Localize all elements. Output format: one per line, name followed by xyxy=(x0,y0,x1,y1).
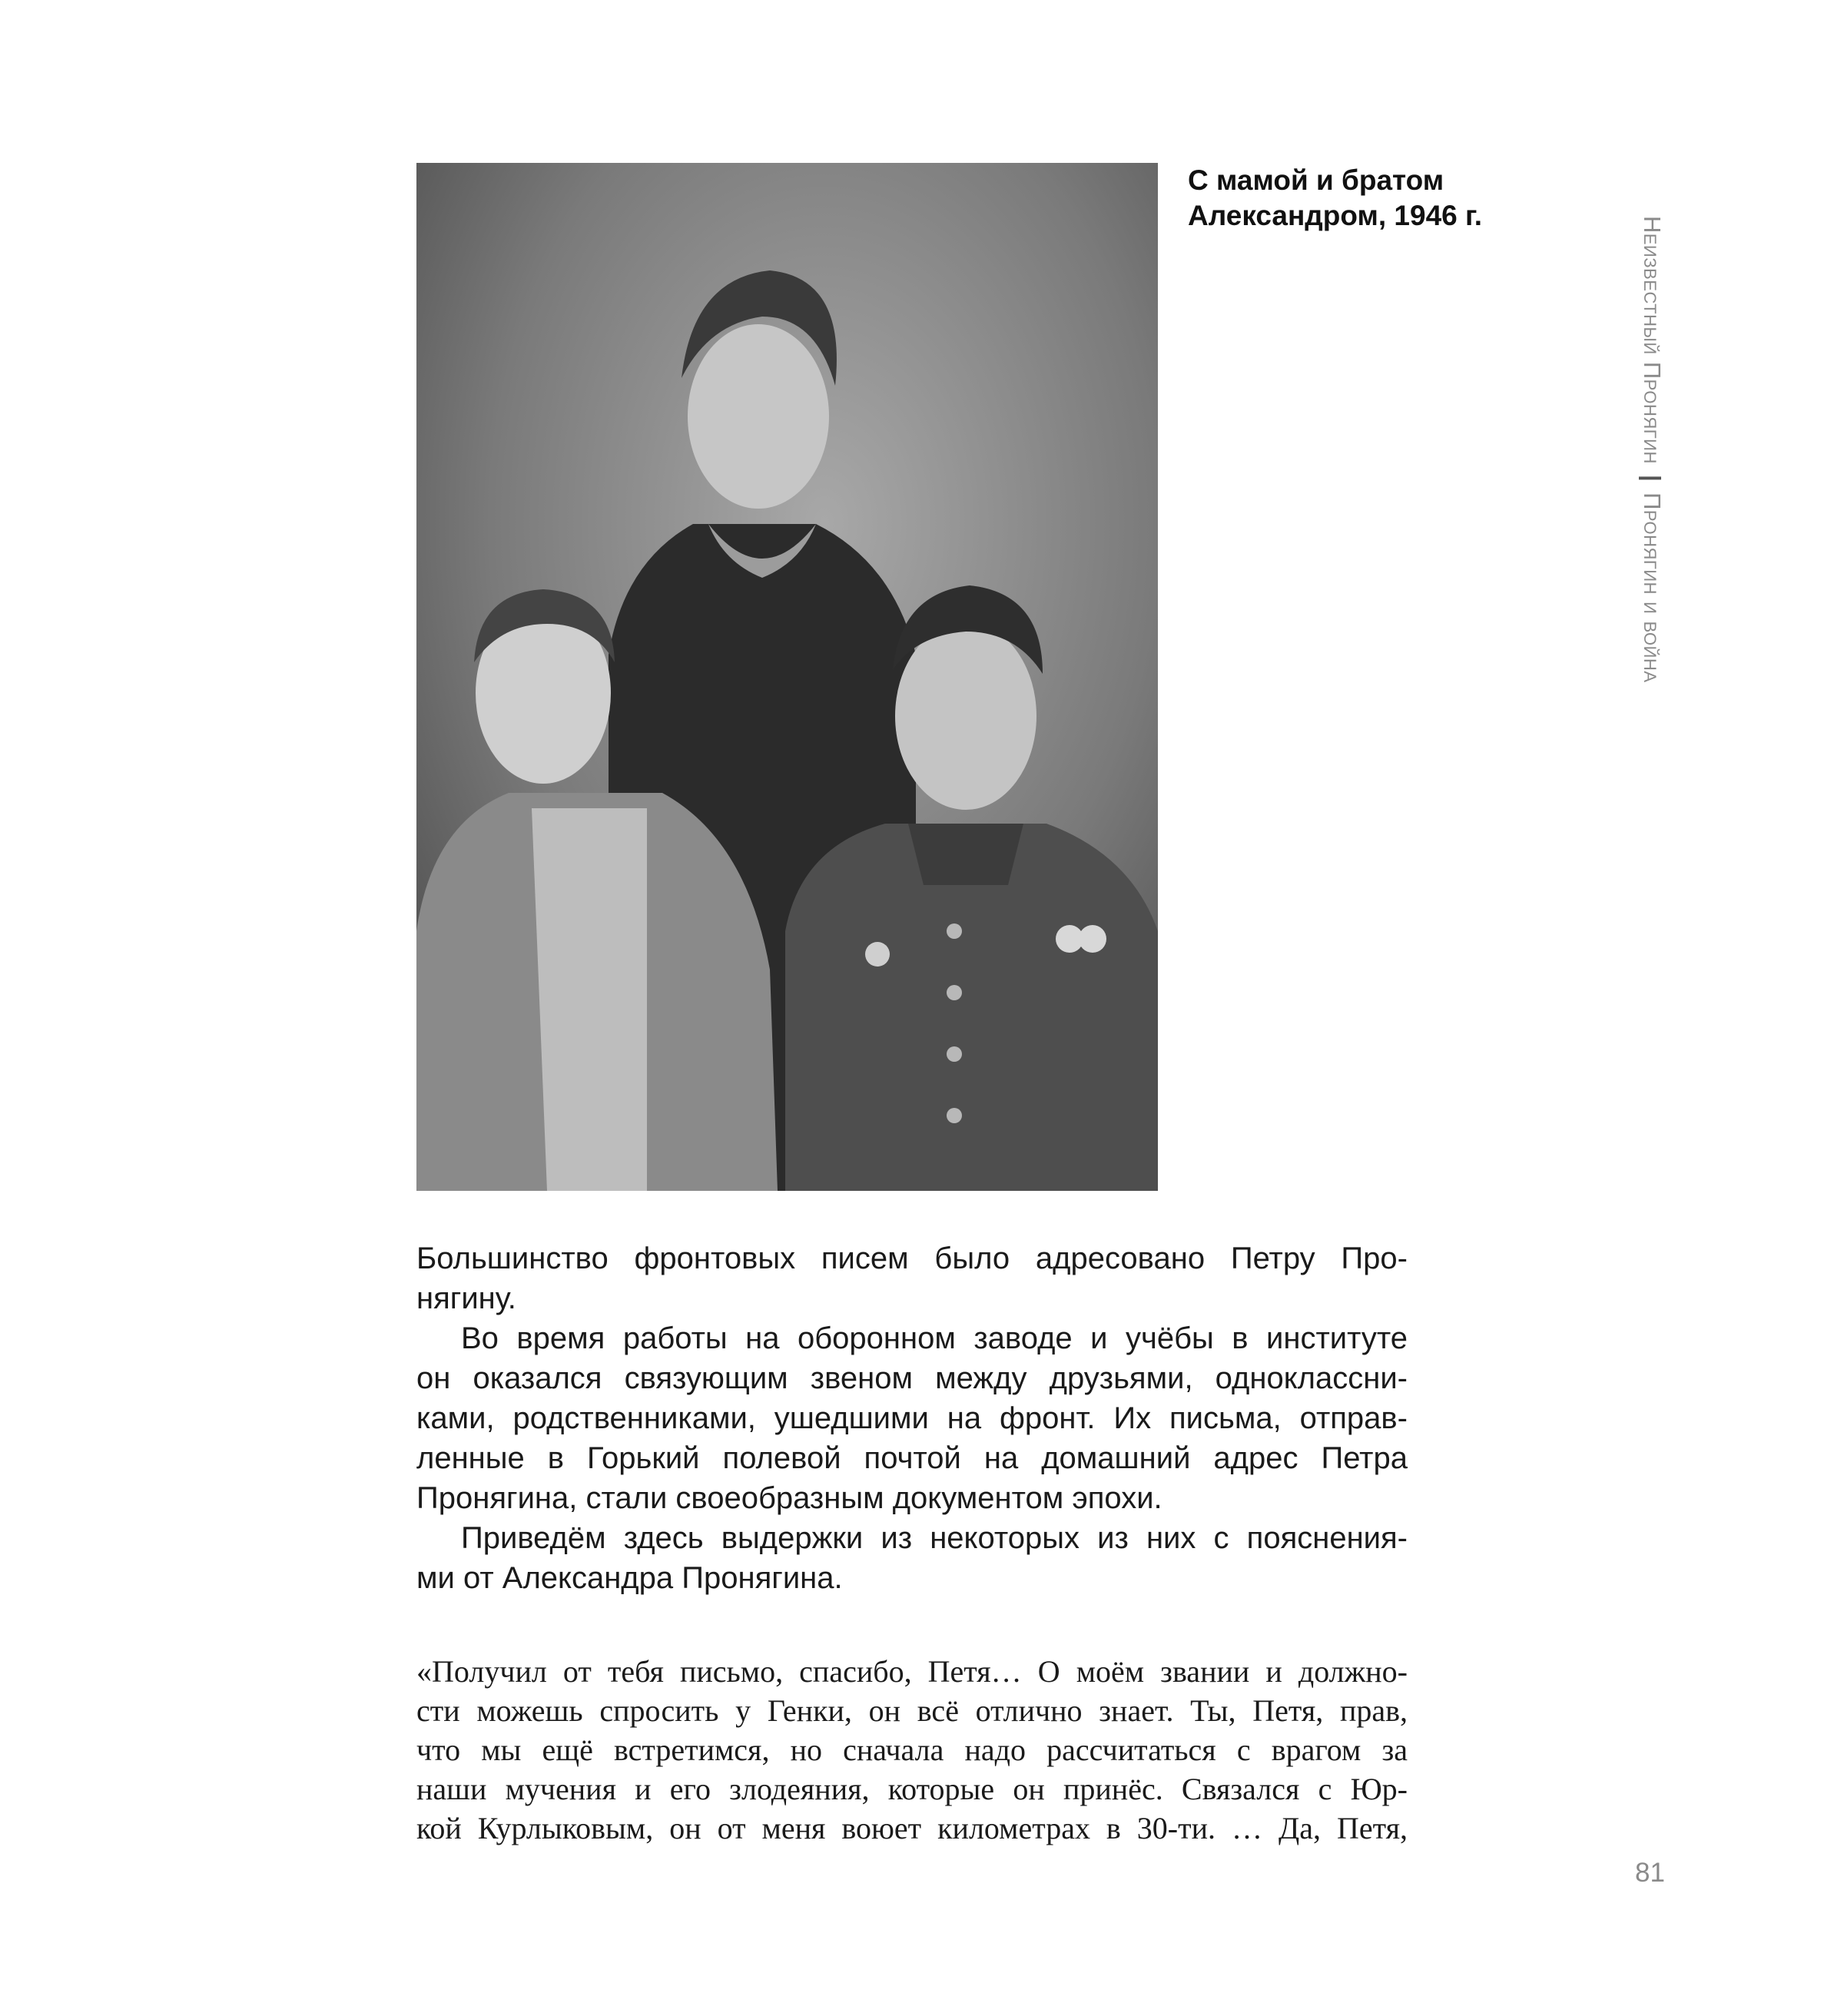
body-line: ками, родственниками, ушедшими на фронт. Их письма, отправ- xyxy=(416,1401,1408,1435)
running-header-chapter: Пронягин и война xyxy=(1639,492,1666,683)
page-number: 81 xyxy=(1635,1858,1665,1888)
body-line: ленные в Горький полевой почтой на домашний адрес Петра xyxy=(416,1441,1408,1475)
letter-quote xyxy=(416,1652,1408,1848)
body-line: Большинство фронтовых писем было адресовано Петру Про- xyxy=(416,1242,1408,1275)
photo-caption xyxy=(1188,163,1511,234)
body-line: ми от Александра Пронягина. xyxy=(416,1561,843,1595)
body-line: Во время работы на оборонном заводе и учёбы в институте xyxy=(461,1321,1408,1355)
quote-line: наши мучения и его злодеяния, которые он принёс. Связался с Юр- xyxy=(416,1772,1408,1806)
body-line: Пронягина, стали своеобразным документом эпохи. xyxy=(416,1481,1162,1515)
running-header-book-title: Неизвестный Пронягин xyxy=(1639,216,1666,465)
quote-line: кой Курлыковым, он от меня воюет километрах в 30-ти. … Да, Петя, xyxy=(416,1811,1408,1845)
family-portrait-illustration xyxy=(416,163,1158,1191)
quote-line: что мы ещё встретимся, но сначала надо рассчитаться с врагом за xyxy=(416,1732,1408,1767)
body-line: Приведём здесь выдержки из некоторых из них с пояснения- xyxy=(461,1521,1408,1555)
caption-line-1: С мамой и братом xyxy=(1188,164,1444,196)
body-line: он оказался связующим звеном между друзьями, одноклассни- xyxy=(416,1361,1408,1395)
body-text xyxy=(416,1238,1408,1598)
family-photo xyxy=(416,163,1158,1191)
running-header-separator: | xyxy=(1639,475,1666,482)
quote-line: «Получил от тебя письмо, спасибо, Петя… О моём звании и должно- xyxy=(416,1654,1408,1689)
caption-line-2: Александром, 1946 г. xyxy=(1188,200,1483,231)
quote-line: сти можешь спросить у Генки, он всё отлично знает. Ты, Петя, прав, xyxy=(416,1693,1408,1728)
running-header xyxy=(1629,165,1675,734)
body-line: нягину. xyxy=(416,1282,516,1315)
